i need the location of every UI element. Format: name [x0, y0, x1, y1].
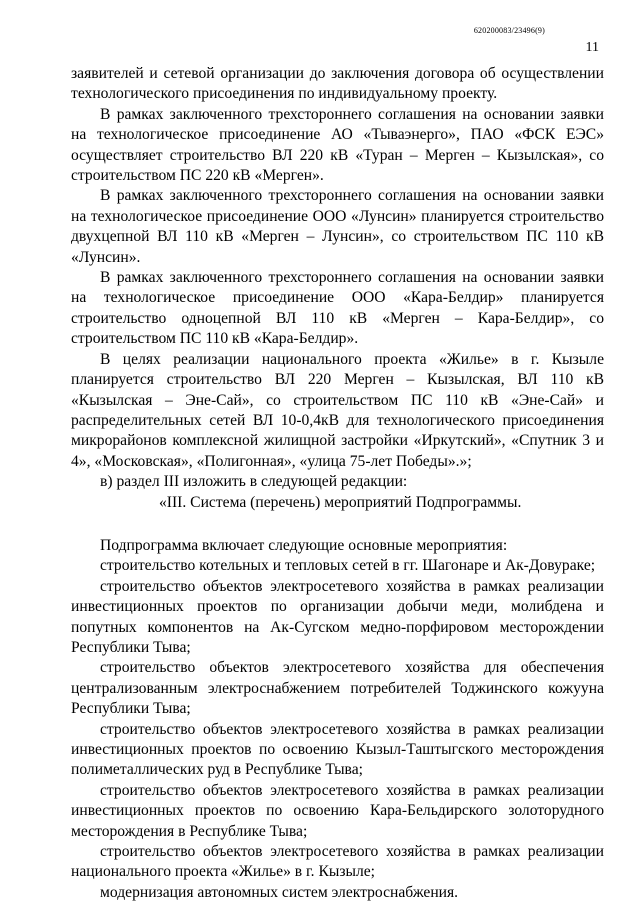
blank-line	[71, 513, 604, 536]
document-id: 620200083/23496(9)	[473, 26, 545, 35]
paragraph-national-project: В целях реализации национального проекта «Жилье» в г. Кызыле планируется строительство ВЛ 220 Мерген – Кызылская, ВЛ 110 кВ «Кызылская – Эне-Сай», со строительством ПС 110 кВ «Эне-Сай» и распределительных сетей ВЛ 10-0,4кВ для технологического присоединения микрорайонов комплексной жилищной застройки «Иркутский», «Спутник 3 и 4», «Московская», «Полигонная», «улица 75-лет Победы».»;	[71, 350, 604, 470]
list-item-kyzyl-tashtyg: строительство объектов электросетевого хозяйства в рамках реализации инвестиционных проектов по освоению Кызыл-Таштыгского месторождения полиметаллических руд в Республике Тыва;	[71, 720, 604, 779]
paragraph-kara-beldir: В рамках заключенного трехстороннего соглашения на основании заявки на технологическое присоединение ООО «Кара-Белдир» планируется строительство одноцепной ВЛ 110 кВ «Мерген – Кара-Белдир», со строительством ПС 110 кВ «Кара-Белдир».	[71, 269, 604, 348]
paragraph-continuation: заявителей и сетевой организации до заключения договора об осуществлении технологического присоединения по индивидуальному проекту.	[71, 65, 604, 103]
list-item-national-project: строительство объектов электросетевого хозяйства в рамках реализации национального проекта «Жилье» в г. Кызыле;	[71, 843, 604, 881]
paragraph-measures-intro: Подпрограмма включает следующие основные мероприятия:	[100, 536, 508, 554]
list-item-autonomous-systems: модернизация автономных систем электроснабжения.	[100, 883, 459, 901]
list-item-todzha: строительство объектов электросетевого хозяйства для обеспечения централизованным электроснабжением потребителей Тоджинского кожууна Республики Тыва;	[71, 659, 604, 718]
paragraph-section-amendment: в) раздел III изложить в следующей редакции:	[100, 473, 408, 491]
section-title: «III. Система (перечень) мероприятий Подпрограммы.	[159, 493, 522, 511]
list-item-ak-sug: строительство объектов электросетевого хозяйства в рамках реализации инвестиционных проектов по организации добычи меди, молибдена и попутных компонентов на Ак-Сугском медно-порфировом месторождении Республики Тыва;	[71, 577, 604, 656]
paragraph-tyvaenergo: В рамках заключенного трехстороннего соглашения на основании заявки на технологическое присоединение АО «Тываэнерго», ПАО «ФСК ЕЭС» осуществляет строительство ВЛ 220 кВ «Туран – Мерген – Кызылская», со строительством ПС 220 кВ «Мерген».	[71, 105, 604, 185]
list-item-kara-beldir-gold: строительство объектов электросетевого хозяйства в рамках реализации инвестиционных проектов по освоению Кара-Бельдирского золоторудного месторождения в Республике Тыва;	[71, 781, 604, 840]
list-item-boilers: строительство котельных и тепловых сетей в гг. Шагонаре и Ак-Довураке;	[100, 557, 596, 575]
page-number: 11	[585, 40, 599, 55]
document-body	[71, 64, 604, 903]
paragraph-lunsin: В рамках заключенного трехстороннего соглашения на основании заявки на технологическое присоединение ООО «Лунсин» планируется строительство двухцепной ВЛ 110 кВ «Мерген – Лунсин», со строительством ПС 110 кВ «Лунсин».	[71, 187, 604, 266]
